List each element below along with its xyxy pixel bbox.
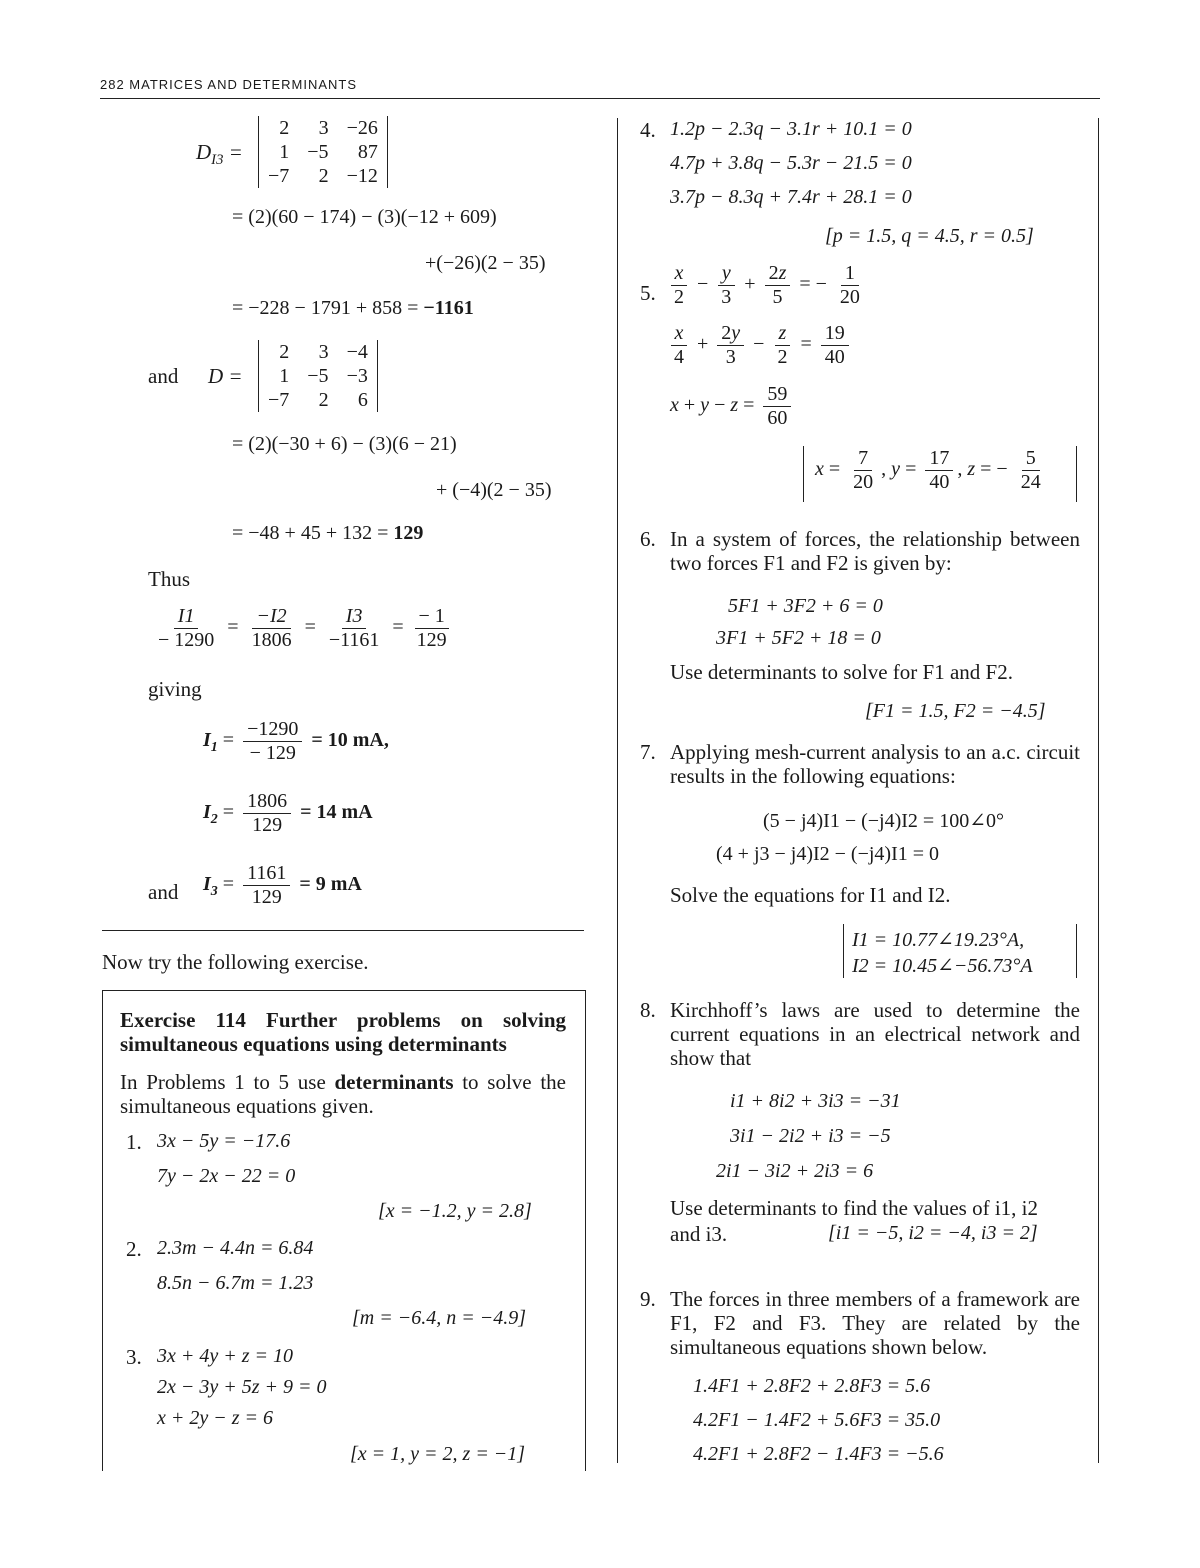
result-i1: $I_1$ = $\frac{-1290}{- 129}$ = 10 mA, xyxy=(203,718,389,764)
expansion-line-1: = (2)(60 − 174) − (3)(−12 + 609) xyxy=(232,206,497,228)
problem-2-number: 2. xyxy=(126,1237,142,1261)
problem-2-eq-2: 8.5n − 6.7m = 1.23 xyxy=(157,1272,314,1294)
problem-5-eq-2: $\frac{x}{4}$ + $\frac{2y}{3}$ − $\frac{z}{2}$ = $\frac{19}{40}$ xyxy=(666,322,853,369)
problem-1-eq-2: 7y − 2x − 22 = 0 xyxy=(157,1165,296,1187)
result-i3: $I_3$ = $\frac{1161}{129}$ = 9 mA xyxy=(203,862,362,908)
problem-7-instruction: Solve the equations for I1 and I2. xyxy=(670,883,951,907)
and-label-2: and xyxy=(148,880,179,904)
problem-4-answer: [p = 1.5, q = 4.5, r = 0.5] xyxy=(825,225,1034,247)
problem-1-number: 1. xyxy=(126,1130,142,1154)
problem-8-answer: [i1 = −5, i2 = −4, i3 = 2] xyxy=(828,1222,1038,1244)
giving-label: giving xyxy=(148,677,202,701)
problem-9-eq-1: 1.4F1 + 2.8F2 + 2.8F3 = 5.6 xyxy=(693,1375,931,1397)
expansion-line-4: + (−4)(2 − 35) xyxy=(436,479,552,501)
result-line-2: = −48 + 45 + 132 = 129 xyxy=(232,522,424,544)
det-di3-label: $D_{I3}$ = xyxy=(196,140,243,169)
problem-6-answer: [F1 = 1.5, F2 = −4.5] xyxy=(865,700,1046,722)
problem-9-number: 9. xyxy=(640,1287,656,1311)
problem-8-text: Kirchhoff’s laws are used to determine the current equations in an electrical network and show that xyxy=(670,998,1080,1070)
problem-4-eq-1: 1.2p − 2.3q − 3.1r + 10.1 = 0 xyxy=(670,118,912,140)
problem-7-answer-1: I1 = 10.77∠19.23°A, xyxy=(852,929,1025,951)
problem-3-answer: [x = 1, y = 2, z = −1] xyxy=(350,1443,526,1465)
problem-5-number: 5. xyxy=(640,281,656,305)
problem-3-eq-3: x + 2y − z = 6 xyxy=(157,1407,274,1429)
problem-7-text: Applying mesh-current analysis to an a.c. circuit results in the following equations: xyxy=(670,740,1080,788)
problem-6-number: 6. xyxy=(640,527,656,551)
problem-4-number: 4. xyxy=(640,118,656,142)
problem-6-text: In a system of forces, the relationship between two forces F1 and F2 is given by: xyxy=(670,527,1080,575)
problem-8-instruction-1: Use determinants to find the values of i1, i2 xyxy=(670,1196,1039,1220)
problem-8-instruction-2: and i3. xyxy=(670,1222,728,1246)
page-header xyxy=(100,70,1100,99)
determinant-di3: 2 3 −26 1 −5 87 −7 2 −12 xyxy=(258,116,388,188)
problem-7-answer-2: I2 = 10.45∠−56.73°A xyxy=(852,955,1033,977)
problem-5-answer: x = $\frac{7}{20}$ , y = $\frac{17}{40}$ , z = − $\frac{5}{24}$ xyxy=(815,447,1041,493)
problem-4-eq-3: 3.7p − 8.3q + 7.4r + 28.1 = 0 xyxy=(670,186,912,208)
det-d-label: D = xyxy=(208,364,243,388)
problem-6-eq-1: 5F1 + 3F2 + 6 = 0 xyxy=(728,595,883,617)
result-line-1: = −228 − 1791 + 858 = −1161 xyxy=(232,297,474,319)
and-label-1: and xyxy=(148,364,179,388)
problem-8-eq-3: 2i1 − 3i2 + 2i3 = 6 xyxy=(716,1160,874,1182)
problem-9-text: The forces in three members of a framework are F1, F2 and F3. They are related by the simultaneous equations shown below. xyxy=(670,1287,1080,1359)
problem-6-eq-2: 3F1 + 5F2 + 18 = 0 xyxy=(716,627,881,649)
problem-7-number: 7. xyxy=(640,740,656,764)
problem-3-eq-1: 3x + 4y + z = 10 xyxy=(157,1345,294,1367)
problem-8-eq-1: i1 + 8i2 + 3i3 = −31 xyxy=(730,1090,901,1112)
now-try-text: Now try the following exercise. xyxy=(102,950,369,974)
running-header: 282 MATRICES AND DETERMINANTS xyxy=(100,77,358,92)
ratio-equation: $\frac{I1}{- 1290}$ = $\frac{-I2}{1806}$ = $\frac{I3}{-1161}$ = $\frac{- 1}{129}$ xyxy=(150,605,455,652)
problem-3-eq-2: 2x − 3y + 5z + 9 = 0 xyxy=(157,1376,327,1398)
exercise-title: Exercise 114 Further problems on solving simultaneous equations using determinants xyxy=(120,1008,566,1056)
problem-5-eq-1: $\frac{x}{2}$ − $\frac{y}{3}$ + $\frac{2z}{5}$ = − $\frac{1}{20}$ xyxy=(666,262,868,309)
problem-9-eq-3: 4.2F1 + 2.8F2 − 1.4F3 = −5.6 xyxy=(693,1443,944,1465)
problem-3-number: 3. xyxy=(126,1345,142,1369)
problem-7-eq-1: (5 − j4)I1 − (−j4)I2 = 100∠0° xyxy=(763,810,1004,832)
problem-2-answer: [m = −6.4, n = −4.9] xyxy=(352,1307,526,1329)
problem-7-eq-2: (4 + j3 − j4)I2 − (−j4)I1 = 0 xyxy=(716,843,940,865)
section-rule xyxy=(102,930,584,931)
problem-8-eq-2: 3i1 − 2i2 + i3 = −5 xyxy=(730,1125,891,1147)
determinant-d: 2 3 −4 1 −5 −3 −7 2 6 xyxy=(258,340,378,412)
expansion-line-3: = (2)(−30 + 6) − (3)(6 − 21) xyxy=(232,433,457,455)
problem-1-answer: [x = −1.2, y = 2.8] xyxy=(378,1200,532,1222)
problem-4-eq-2: 4.7p + 3.8q − 5.3r − 21.5 = 0 xyxy=(670,152,912,174)
column-divider-left xyxy=(617,118,618,1463)
problem-8-number: 8. xyxy=(640,998,656,1022)
problem-6-instruction: Use determinants to solve for F1 and F2. xyxy=(670,660,1013,684)
expansion-line-2: +(−26)(2 − 35) xyxy=(425,252,546,274)
thus-label: Thus xyxy=(148,567,190,591)
exercise-intro: In Problems 1 to 5 use determinants to solve the simultaneous equations given. xyxy=(120,1070,566,1118)
column-divider-right xyxy=(1098,118,1099,1463)
problem-5-eq-3: x + y − z = $\frac{59}{60}$ xyxy=(670,383,795,430)
problem-1-eq-1: 3x − 5y = −17.6 xyxy=(157,1130,291,1152)
result-i2: $I_2$ = $\frac{1806}{129}$ = 14 mA xyxy=(203,790,373,836)
problem-2-eq-1: 2.3m − 4.4n = 6.84 xyxy=(157,1237,314,1259)
problem-9-eq-2: 4.2F1 − 1.4F2 + 5.6F3 = 35.0 xyxy=(693,1409,941,1431)
